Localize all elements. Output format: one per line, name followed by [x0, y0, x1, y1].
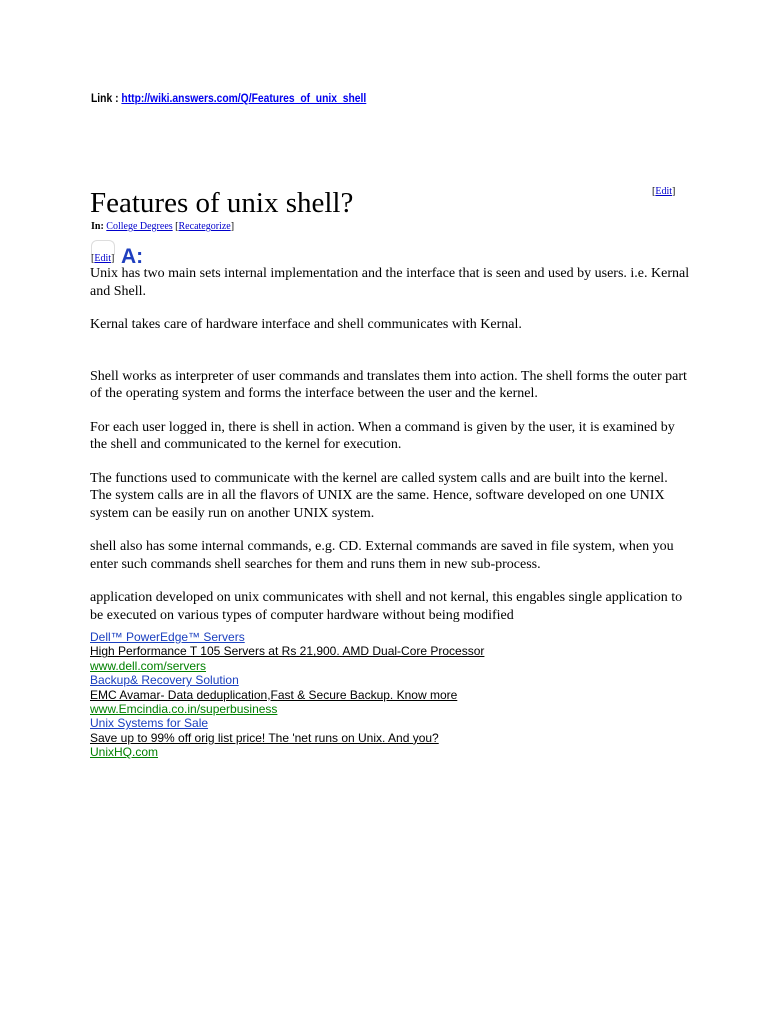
- answer-edit-link[interactable]: Edit: [94, 253, 112, 264]
- ad-url[interactable]: www.Emcindia.co.in/superbusiness: [90, 702, 278, 717]
- answer-paragraph: Kernal takes care of hardware interface and shell communicates with Kernal.: [90, 317, 522, 332]
- page-title: Features of unix shell?: [90, 187, 354, 219]
- ad-url[interactable]: UnixHQ.com: [90, 745, 159, 760]
- source-link-line: [91, 91, 366, 105]
- ad-url[interactable]: www.dell.com/servers: [90, 658, 207, 673]
- answer-edit-control: [Edit]: [91, 253, 115, 264]
- ad-description[interactable]: EMC Avamar- Data deduplication,Fast & Secure Backup. Know more: [90, 687, 458, 702]
- answer-body: [90, 265, 690, 624]
- question-edit-control: [Edit]: [652, 186, 676, 197]
- question-edit-link[interactable]: Edit: [655, 186, 673, 197]
- answer-paragraph: Unix has two main sets internal implementation and the interface that is seen and used by users. i.e. Kernal and Shell.: [90, 266, 690, 299]
- source-link[interactable]: http://wiki.answers.com/Q/Features_of_unix_shell: [121, 91, 367, 105]
- recategorize-link[interactable]: Recategorize: [178, 221, 231, 232]
- answer-paragraph: For each user logged in, there is shell in action. When a command is given by the user, it is examined by the shell and communicated to the kernel for execution.: [90, 419, 675, 452]
- answer-heading: A:: [121, 245, 144, 268]
- answer-paragraph: The functions used to communicate with the kernel are called system calls and are built into the kernel. The system calls are in all the flavors of UNIX are the same. Hence, software developed on one UNIX system can be easily run on another UNIX system.: [90, 470, 668, 521]
- category-in-label: In:: [91, 221, 104, 232]
- ad-title[interactable]: Dell™ PowerEdge™ Servers: [90, 630, 245, 644]
- source-link-label: Link :: [91, 91, 119, 105]
- ad-description[interactable]: High Performance T 105 Servers at Rs 21,900. AMD Dual-Core Processor: [90, 644, 485, 659]
- category-line: In: College Degrees [Recategorize]: [91, 221, 235, 232]
- ad-title[interactable]: Backup& Recovery Solution: [90, 673, 239, 688]
- ad-title[interactable]: Unix Systems for Sale: [90, 716, 209, 731]
- category-link[interactable]: College Degrees: [106, 221, 173, 232]
- answer-paragraph: application developed on unix communicates with shell and not kernal, this engables single application to be executed on various types of computer hardware without being modified: [90, 590, 683, 623]
- answer-paragraph: Shell works as interpreter of user commands and translates them into action. The shell forms the outer part of the operating system and forms the interface between the user and the kernel.: [90, 368, 687, 401]
- answer-paragraph: shell also has some internal commands, e.g. CD. External commands are saved in file system, when you enter such commands shell searches for them and runs them in new sub-process.: [90, 539, 674, 572]
- sponsored-ads: [90, 630, 484, 760]
- ad-description[interactable]: Save up to 99% off orig list price! The 'net runs on Unix. And you?: [90, 730, 439, 745]
